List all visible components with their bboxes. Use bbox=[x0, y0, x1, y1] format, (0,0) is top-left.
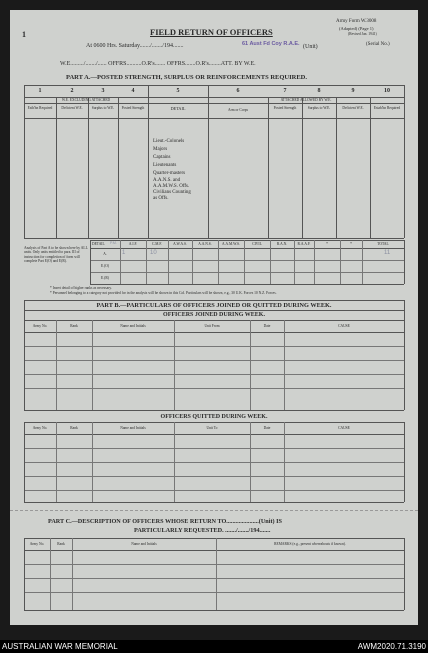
part-c-div-1 bbox=[50, 538, 51, 610]
analysis-right-rule bbox=[404, 240, 405, 284]
quitted-row-rule-4 bbox=[24, 490, 404, 491]
part-c-div-2 bbox=[72, 538, 73, 610]
analysis-div-9 bbox=[314, 240, 315, 284]
joined-head-army-no: Army No. bbox=[32, 324, 48, 328]
analysis-head-aif: A.I.F. bbox=[128, 242, 138, 246]
col-number-6: 6 bbox=[236, 88, 240, 94]
handwritten-total-a: 11 bbox=[384, 250, 391, 256]
col-head-att-surplus: Surplus to W.E. bbox=[307, 106, 331, 110]
col-head-surplus: Surplus to W.E. bbox=[91, 106, 115, 110]
analysis-head-cmf: C.M.F. bbox=[152, 242, 162, 246]
analysis-row-a: A. bbox=[103, 252, 107, 256]
handwritten-aif-a: 1 bbox=[122, 250, 126, 256]
rank-aamws: A.A.M.W.S. Offs. bbox=[153, 183, 190, 189]
part-c-heading: PART C.—DESCRIPTION OF OFFICERS WHOSE RETURN TO.....................(Unit) IS bbox=[48, 518, 282, 525]
col-number-9: 9 bbox=[351, 88, 355, 94]
analysis-div-5 bbox=[218, 240, 219, 284]
rank-aans: A.A.N.S. and bbox=[153, 178, 181, 183]
quitted-div-5 bbox=[284, 422, 285, 502]
quitted-head-army-no: Army No. bbox=[32, 426, 48, 430]
joined-div-4 bbox=[250, 320, 251, 410]
part-a-heading: PART A.—POSTED STRENGTH, SURPLUS OR REINFORCEMENTS REQUIRED. bbox=[66, 74, 307, 81]
analysis-bottom-rule bbox=[90, 284, 404, 285]
col-head-posted-strength: Posted Strength bbox=[121, 106, 145, 110]
unit-stamp: 61 Aust Fd Coy R.A.E. bbox=[242, 41, 300, 47]
quitted-row-rule-3 bbox=[24, 476, 404, 477]
joined-bottom-rule bbox=[24, 410, 404, 411]
col-divider-3 bbox=[118, 97, 119, 238]
col-divider-9 bbox=[370, 97, 371, 238]
footer-institution: AUSTRALIAN WAR MEMORIAL bbox=[2, 642, 118, 651]
part-c-head-army-no: Army No. bbox=[29, 542, 45, 546]
page-number: 1 bbox=[22, 30, 26, 39]
rank-as-offs: as Offs. bbox=[153, 195, 169, 201]
army-form-number: Army Form W.3008 bbox=[336, 19, 377, 24]
rank-lieut-colonels: Lieut.-Colonels bbox=[153, 139, 185, 144]
col-number-5: 5 bbox=[176, 88, 180, 94]
revised-label: (Revised Jan. 1941) bbox=[348, 32, 377, 36]
part-b-top-rule bbox=[24, 300, 404, 301]
group-head-rule bbox=[24, 103, 404, 104]
part-c-head-rank: Rank bbox=[57, 542, 65, 546]
analysis-head-other-1: * bbox=[326, 242, 328, 246]
joined-right-rule bbox=[404, 300, 405, 410]
fold-line bbox=[10, 510, 418, 511]
col-head-estab-required: Estb'hn Required bbox=[27, 106, 53, 110]
analysis-div-3 bbox=[168, 240, 169, 284]
part-c-requested: PARTICULARLY REQUESTED. ......./......./194....... bbox=[134, 527, 271, 534]
analysis-div-1 bbox=[120, 240, 121, 284]
joined-head-cause: CAUSE bbox=[338, 324, 350, 328]
col-number-7: 7 bbox=[283, 88, 287, 94]
analysis-div-11 bbox=[362, 240, 363, 284]
analysis-head-aamws: A.A.M.W.S. bbox=[222, 242, 240, 246]
attached-allowed: ATTACHED ALLOWED BY W.E. bbox=[280, 98, 332, 102]
analysis-head-rule bbox=[90, 248, 404, 249]
analysis-head-civil: CIVIL bbox=[252, 242, 262, 246]
footer-accession: AWM2020.71.3190 bbox=[357, 642, 426, 651]
we-line: W.E........./......./...... OFFRS..........O.R's....... OFFRS.......O.R's........ATT. BY W.E. bbox=[60, 61, 256, 67]
analysis-row-rule-1 bbox=[90, 260, 404, 261]
analysis-note: Analysis of Part A to be shown here by ALL units. Only units entitled to para. III of instruction for completion of form will complete Part E(O) and E(R). bbox=[24, 246, 88, 263]
quitted-title-rule bbox=[24, 422, 404, 423]
rank-captains: Captains bbox=[153, 155, 171, 160]
joined-row-rule-1 bbox=[24, 346, 404, 347]
joined-head-rank: Rank bbox=[70, 324, 78, 328]
analysis-head-aans: A.A.N.S. bbox=[198, 242, 212, 246]
analysis-head-total: TOTAL bbox=[377, 242, 389, 246]
analysis-div-7 bbox=[270, 240, 271, 284]
part-c-left-rule bbox=[24, 538, 25, 610]
analysis-top-rule bbox=[90, 240, 404, 241]
unit-label: (Unit) bbox=[303, 44, 318, 50]
joined-head-rule bbox=[24, 332, 404, 333]
part-a-top-rule bbox=[24, 85, 404, 86]
footnote-categories: * Personnel belonging to a category not provided for in the analysis will be shown in this Col. Particulars will be shown, e.g., 30 U.K. Forces 10 N.Z. Forces. bbox=[50, 291, 277, 295]
quitted-div-1 bbox=[56, 422, 57, 502]
analysis-row-er: E.(R) bbox=[101, 276, 109, 280]
analysis-row-rule-2 bbox=[90, 272, 404, 273]
quitted-div-2 bbox=[92, 422, 93, 502]
part-c-row-rule-3 bbox=[24, 592, 404, 593]
analysis-head-other-2: * bbox=[350, 242, 352, 246]
analysis-div-4 bbox=[192, 240, 193, 284]
part-c-bottom-rule bbox=[24, 610, 404, 611]
col-number-8: 8 bbox=[317, 88, 321, 94]
joined-head-unit-from: Unit From bbox=[204, 324, 220, 328]
rank-civilians: Civilians Counting bbox=[153, 189, 191, 195]
quitted-bottom-rule bbox=[24, 502, 404, 503]
joined-head-date: Date bbox=[263, 324, 271, 328]
quitted-head-name: Name and Initials bbox=[120, 426, 146, 430]
analysis-head-detail: DETAIL bbox=[92, 242, 105, 246]
col-number-2: 2 bbox=[70, 88, 74, 94]
adapted-label: (Adapted) (Page 1) bbox=[339, 26, 374, 31]
joined-div-1 bbox=[56, 320, 57, 410]
joined-title: OFFICERS JOINED DURING WEEK. bbox=[163, 312, 265, 318]
part-c-head-name: Name and Initials bbox=[131, 542, 157, 546]
joined-title-rule bbox=[24, 320, 404, 321]
analysis-head-ran: R.A.N. bbox=[276, 242, 288, 246]
part-c-head-rule bbox=[24, 550, 404, 551]
col-head-rule bbox=[24, 118, 404, 119]
quitted-head-cause: CAUSE bbox=[338, 426, 350, 430]
col-head-deficient: Deficient W.E. bbox=[61, 106, 83, 110]
col-head-att-estab: Estab'hn Required bbox=[373, 106, 401, 110]
form-sheet bbox=[10, 10, 418, 625]
quitted-title: OFFICERS QUITTED DURING WEEK. bbox=[160, 414, 268, 420]
footnote-higher-ranks: * Insert detail of higher ranks as necessary. bbox=[50, 286, 112, 290]
part-c-div-3 bbox=[216, 538, 217, 610]
quitted-head-rank: Rank bbox=[70, 426, 78, 430]
analysis-head-awas: A.W.A.S. bbox=[173, 242, 187, 246]
col-divider-2 bbox=[88, 97, 89, 238]
col-head-att-posted: Posted Strength bbox=[273, 106, 297, 110]
part-c-head-remarks: REMARKS (e.g., present whereabouts if known). bbox=[274, 542, 346, 546]
joined-div-5 bbox=[284, 320, 285, 410]
col-divider-1 bbox=[56, 97, 57, 238]
joined-div-2 bbox=[92, 320, 93, 410]
rank-majors: Majors bbox=[153, 147, 168, 152]
quitted-right-rule bbox=[404, 422, 405, 502]
rank-list bbox=[153, 138, 191, 201]
col-number-3: 3 bbox=[101, 88, 105, 94]
quitted-left-rule bbox=[24, 422, 25, 502]
part-a-right-rule bbox=[404, 85, 405, 238]
col-divider-7 bbox=[302, 97, 303, 238]
quitted-row-rule-2 bbox=[24, 462, 404, 463]
analysis-row-eo: E.(O) bbox=[100, 264, 110, 268]
col-head-att-deficient: Deficient W.E. bbox=[342, 106, 364, 110]
part-c-row-rule-2 bbox=[24, 578, 404, 579]
analysis-head-raaf: R.A.A.F. bbox=[297, 242, 311, 246]
joined-row-rule-2 bbox=[24, 360, 404, 361]
part-c-row-rule-1 bbox=[24, 564, 404, 565]
quitted-div-4 bbox=[250, 422, 251, 502]
quitted-row-rule-1 bbox=[24, 448, 404, 449]
part-c-right-rule bbox=[404, 538, 405, 610]
quitted-head-date: Date bbox=[263, 426, 271, 430]
part-b-head-rule bbox=[24, 310, 404, 311]
rank-quarter-masters: Quarter-masters bbox=[153, 171, 186, 176]
part-c-top-rule bbox=[24, 538, 404, 539]
analysis-div-2 bbox=[146, 240, 147, 284]
col-divider-8 bbox=[336, 97, 337, 238]
joined-left-rule bbox=[24, 300, 25, 410]
analysis-head-pm: P.M. bbox=[110, 241, 117, 245]
analysis-div-10 bbox=[340, 240, 341, 284]
we-excluding-attached: W.E. EXCLUDING ATTACHED bbox=[61, 98, 111, 102]
joined-row-rule-3 bbox=[24, 374, 404, 375]
quitted-head-unit-to: Unit To bbox=[206, 426, 218, 430]
analysis-div-8 bbox=[294, 240, 295, 284]
quitted-head-rule bbox=[24, 434, 404, 435]
col-number-10: 10 bbox=[384, 88, 390, 94]
joined-div-3 bbox=[174, 320, 175, 410]
serial-label: (Serial No.) bbox=[366, 42, 390, 47]
time-line: At 0600 Hrs. Saturday......./......./194....... bbox=[86, 43, 184, 49]
col-number-4: 4 bbox=[131, 88, 135, 94]
joined-head-name: Name and Initials bbox=[120, 324, 146, 328]
part-b-heading: PART B.—PARTICULARS OF OFFICERS JOINED OR QUITTED DURING WEEK. bbox=[96, 302, 332, 309]
rank-lieutenants: Lieutenants bbox=[153, 163, 177, 168]
col-head-arm-corps: Arm or Corps bbox=[228, 108, 248, 112]
joined-row-rule-4 bbox=[24, 388, 404, 389]
part-a-body-bottom bbox=[24, 238, 404, 239]
analysis-div-6 bbox=[244, 240, 245, 284]
archive-footer bbox=[0, 640, 428, 653]
col-divider-6 bbox=[268, 97, 269, 238]
quitted-div-3 bbox=[174, 422, 175, 502]
col-number-1: 1 bbox=[38, 88, 42, 94]
col-head-detail: DETAIL bbox=[170, 106, 186, 111]
handwritten-cmf-a: 10 bbox=[150, 250, 157, 256]
form-title: FIELD RETURN OF OFFICERS bbox=[150, 27, 273, 37]
